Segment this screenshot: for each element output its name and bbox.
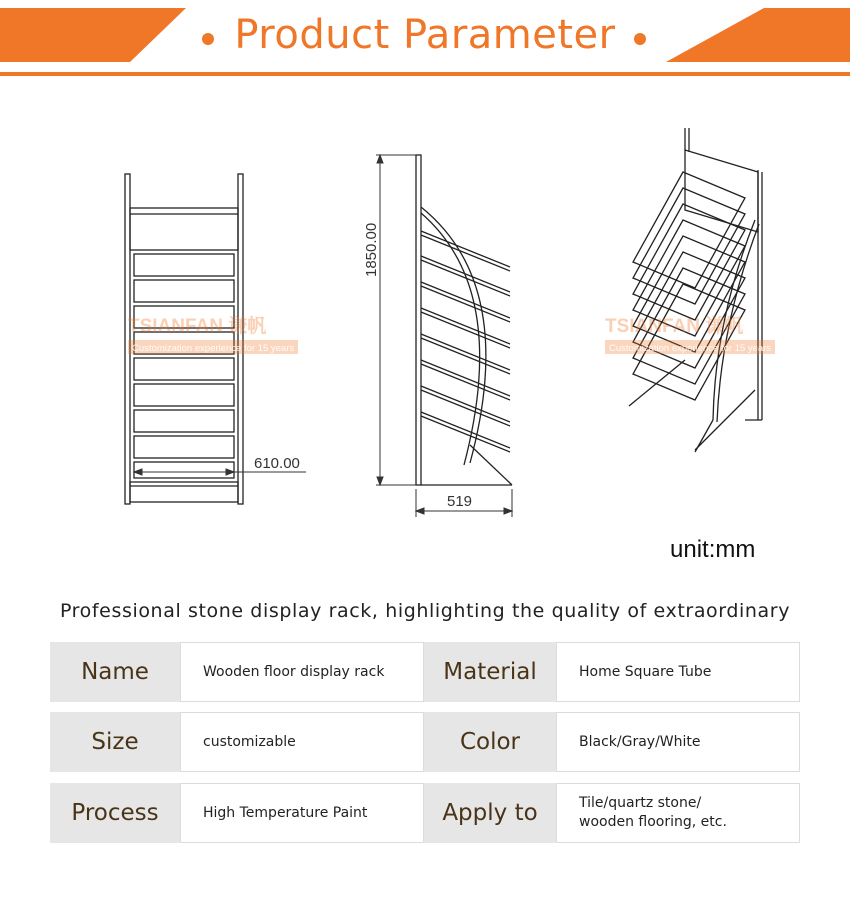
param-value-apply-to: Tile/quartz stone/ wooden flooring, etc. bbox=[556, 783, 800, 843]
param-value-size: customizable bbox=[180, 712, 424, 772]
param-value-process: High Temperature Paint bbox=[180, 783, 424, 843]
side-depth-dimension: 519 bbox=[447, 493, 473, 510]
perspective-watermark-brand: TSIANFAN 谦帆 bbox=[605, 316, 744, 337]
unit-label: unit:mm bbox=[670, 536, 756, 563]
front-watermark-brand: TSIANFAN 谦帆 bbox=[128, 316, 267, 337]
param-label-color: Color bbox=[424, 712, 556, 772]
param-label-material: Material bbox=[424, 642, 556, 702]
param-value-color: Black/Gray/White bbox=[556, 712, 800, 772]
param-label-name: Name bbox=[50, 642, 180, 702]
table-row bbox=[50, 642, 800, 702]
table-row bbox=[50, 783, 800, 843]
param-value-name: Wooden floor display rack bbox=[180, 642, 424, 702]
param-label-apply-to: Apply to bbox=[424, 783, 556, 843]
perspective-view-drawing bbox=[595, 120, 795, 460]
page-title: Product Parameter bbox=[234, 12, 616, 58]
side-height-dimension: 1850.00 bbox=[363, 222, 380, 277]
table-row bbox=[50, 712, 800, 772]
front-width-dimension: 610.00 bbox=[254, 455, 300, 472]
front-view-drawing bbox=[110, 160, 330, 520]
param-value-material: Home Square Tube bbox=[556, 642, 800, 702]
header-banner bbox=[0, 0, 850, 80]
param-label-process: Process bbox=[50, 783, 180, 843]
tagline: Professional stone display rack, highlighting the quality of extraordinary bbox=[59, 600, 791, 622]
front-watermark-tagline: Customization experience for 15 years bbox=[132, 343, 295, 354]
side-view-drawing bbox=[350, 145, 530, 525]
perspective-watermark-tagline: Customization experience for 15 years bbox=[609, 343, 772, 354]
param-label-size: Size bbox=[50, 712, 180, 772]
